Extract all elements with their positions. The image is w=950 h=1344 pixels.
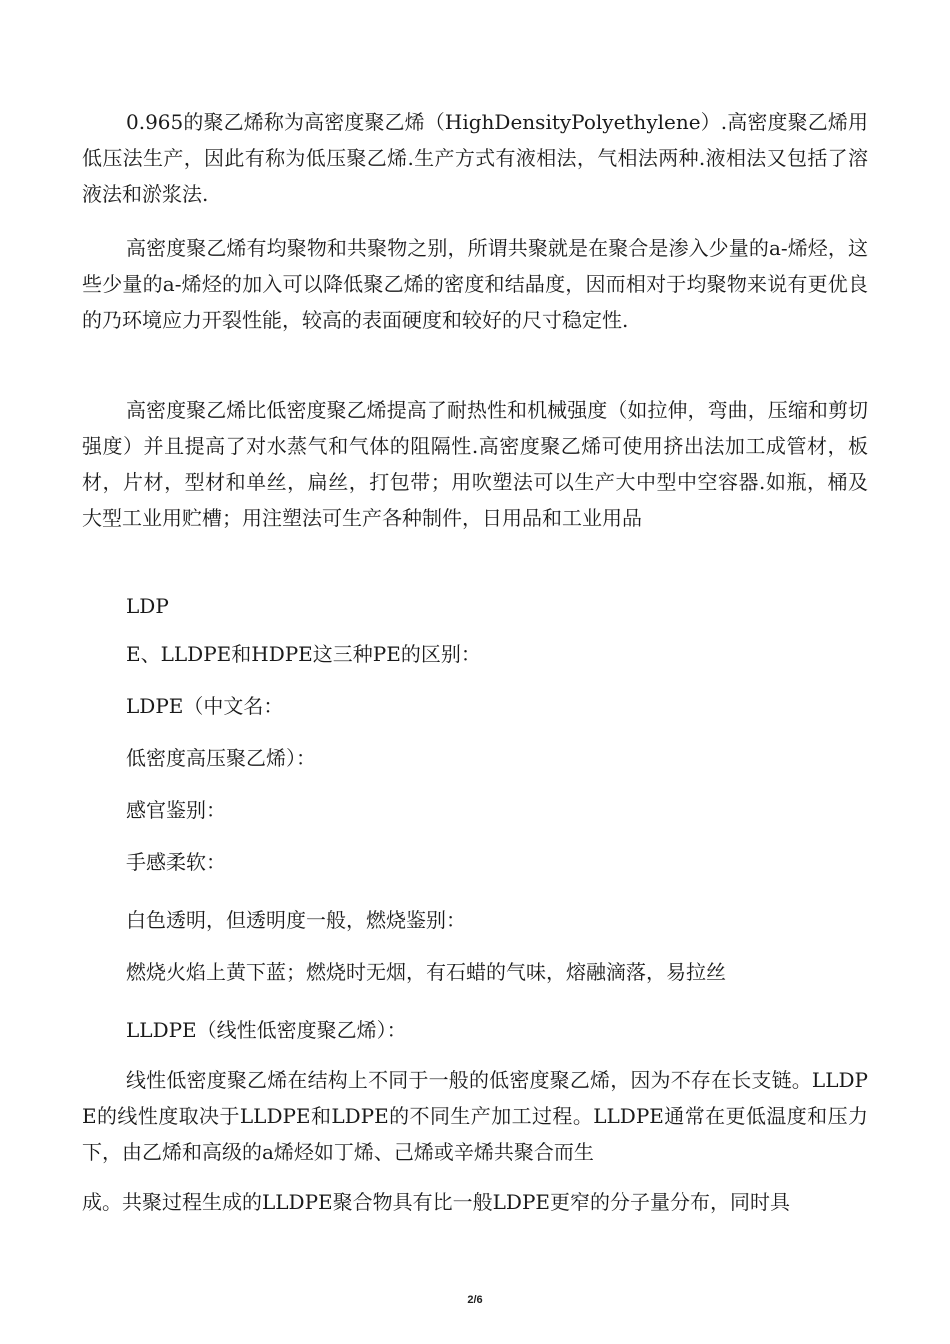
text-line-ldp: LDP [126, 594, 169, 618]
page-number: 2/6 [467, 1294, 483, 1306]
paragraph-hdpe-copolymer: 高密度聚乙烯有均聚物和共聚物之别，所谓共聚就是在聚合是渗入少量的a-烯烃，这些少量的a-烯烃的加入可以降低聚乙烯的密度和结晶度，因而相对于均聚物来说有更优良的乃环境应力开裂性能，较高的表面硬度和较好的尺寸稳定性. [82, 236, 868, 332]
text-line-ldpe-chinese-name: 低密度高压聚乙烯）： [126, 746, 316, 770]
text-line-transparency: 白色透明，但透明度一般，燃烧鉴别： [126, 908, 466, 932]
paragraph-lldpe-continuation: 成。共聚过程生成的LLDPE聚合物具有比一般LDPE更窄的分子量分布，同时具 [82, 1190, 791, 1214]
paragraph-hdpe-properties: 高密度聚乙烯比低密度聚乙烯提高了耐热性和机械强度（如拉伸，弯曲，压缩和剪切强度）并且提高了对水蒸气和气体的阻隔性.高密度聚乙烯可使用挤出法加工成管材，板材，片材，型材和单丝，扁丝，打包带；用吹塑法可以生产大中型中空容器.如瓶，桶及大型工业用贮槽；用注塑法可生产各种制件，日用品和工业用品 [82, 398, 868, 530]
heading-pe-differences: E、LLDPE和HDPE这三种PE的区别： [126, 642, 481, 666]
heading-lldpe: LLDPE（线性低密度聚乙烯）： [126, 1018, 407, 1042]
text-line-burning-behavior: 燃烧火焰上黄下蓝；燃烧时无烟，有石蜡的气味，熔融滴落，易拉丝 [126, 960, 726, 984]
text-line-soft-touch: 手感柔软： [126, 850, 226, 874]
text-line-sensory-identification: 感官鉴别： [126, 798, 226, 822]
paragraph-lldpe-structure: 线性低密度聚乙烯在结构上不同于一般的低密度聚乙烯，因为不存在长支链。LLDPE的线性度取决于LLDPE和LDPE的不同生产加工过程。LLDPE通常在更低温度和压力下，由乙烯和高级的a烯烃如丁烯、己烯或辛烯共聚合而生 [82, 1068, 868, 1164]
paragraph-hdpe-intro: 0.965的聚乙烯称为高密度聚乙烯（HighDensityPolyethylene）.高密度聚乙烯用低压法生产，因此有称为低压聚乙烯.生产方式有液相法，气相法两种.液相法又包括了溶液法和淤浆法. [82, 110, 868, 206]
text-line-ldpe-name: LDPE（中文名： [126, 694, 284, 718]
